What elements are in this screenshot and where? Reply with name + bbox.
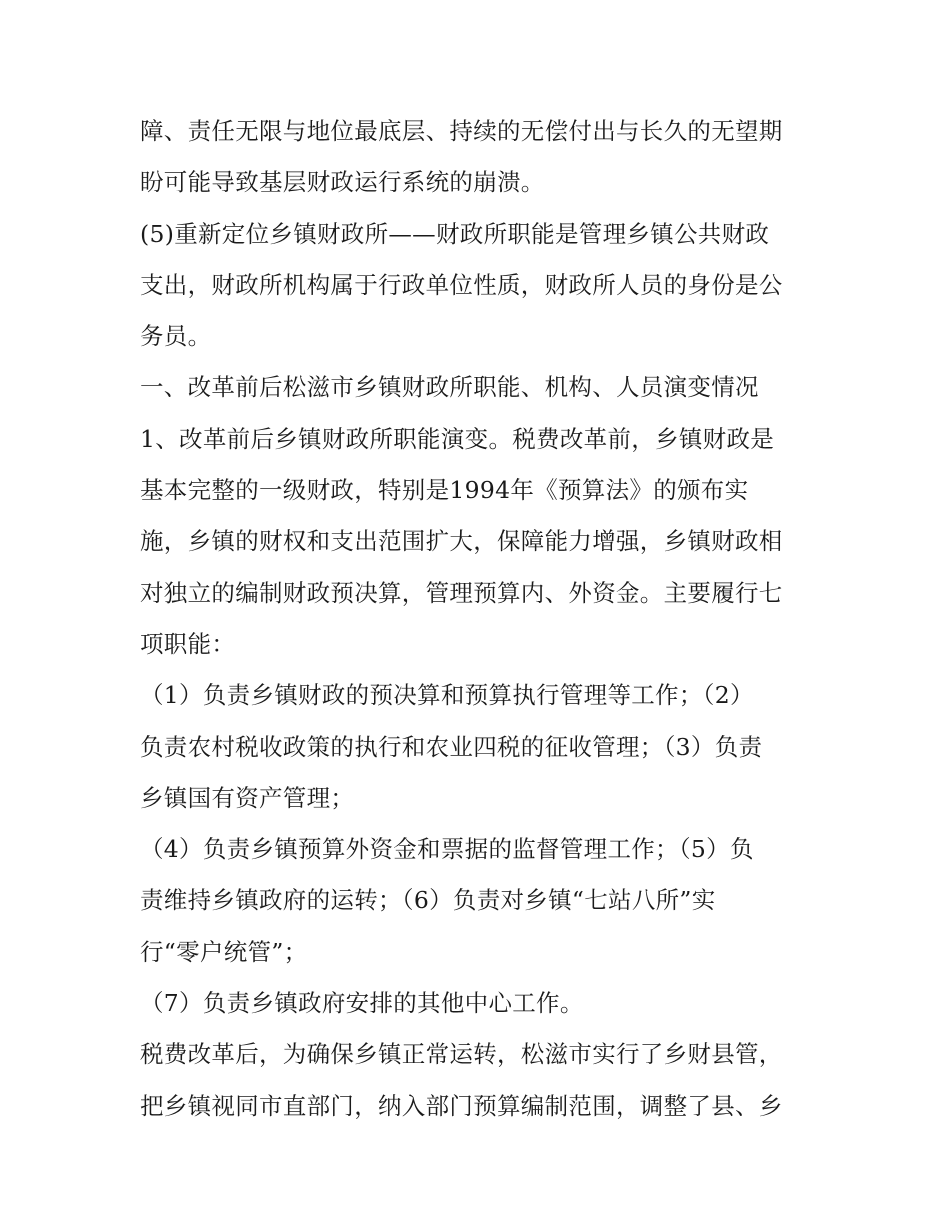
text-line: 盼可能导致基层财政运行系统的崩溃。	[140, 168, 545, 197]
list-item-line: （1）负责乡镇财政的预决算和预算执行管理等工作；（2）	[140, 681, 754, 710]
list-item-line: （4）负责乡镇预算外资金和票据的监督管理工作；（5）负	[140, 835, 754, 864]
text-line: 务员。	[140, 322, 212, 351]
section-heading: 一、改革前后松滋市乡镇财政所职能、机构、人员演变情况	[140, 373, 759, 402]
list-item-line: （7）负责乡镇政府安排的其他中心工作。	[140, 989, 584, 1018]
text-line: 项职能：	[140, 629, 236, 658]
list-item-line: 行“零户统管”；	[140, 937, 308, 966]
text-line: 施，乡镇的财权和支出范围扩大，保障能力增强，乡镇财政相	[140, 527, 783, 556]
list-item-line: 负责农村税收政策的执行和农业四税的征收管理；（3）负责	[140, 732, 763, 761]
list-item-line: 乡镇国有资产管理；	[140, 783, 355, 812]
text-line: 对独立的编制财政预决算，管理预算内、外资金。主要履行七	[140, 578, 783, 607]
text-line: 税费改革后，为确保乡镇正常运转，松滋市实行了乡财县管，	[140, 1040, 783, 1069]
text-line: 支出，财政所机构属于行政单位性质，财政所人员的身份是公	[140, 270, 783, 299]
text-line: 障、责任无限与地位最底层、持续的无偿付出与长久的无望期	[140, 117, 783, 145]
list-item-line: 责维持乡镇政府的运转；（6）负责对乡镇“七站八所”实	[140, 886, 716, 915]
text-line: 把乡镇视同市直部门，纳入部门预算编制范围，调整了县、乡	[140, 1091, 783, 1120]
text-line: 基本完整的一级财政，特别是1994年《预算法》的颁布实	[140, 476, 749, 505]
text-line: 1、改革前后乡镇财政所职能演变。税费改革前，乡镇财政是	[140, 424, 775, 453]
document-body	[140, 106, 830, 1132]
text-line: (5)重新定位乡镇财政所——财政所职能是管理乡镇公共财政	[140, 219, 770, 248]
